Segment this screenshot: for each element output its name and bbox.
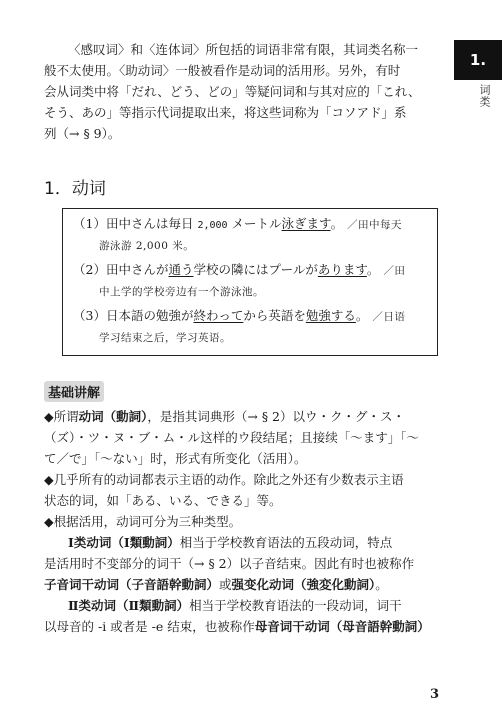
example-text: 。 [330, 216, 344, 231]
intro-line: 会从词类中将「だれ、どう、どの」等疑问词和与其对应的「これ、 [44, 84, 421, 99]
section-title: 1．动词 [44, 179, 106, 199]
basics-heading: 基础讲解 [44, 381, 104, 402]
example-text: 田中さんが [105, 262, 169, 277]
intro-paragraph [44, 39, 444, 144]
intro-line: そう、あの」等指示代词提取出来，将这些词称为「コソアド」系 [44, 105, 407, 120]
intro-line: 〈感叹词〉和〈连体词〉所包括的词语非常有限，其词类名称一 [68, 42, 419, 57]
basics-text: 或 [219, 577, 232, 592]
basics-text: ，是指其词典形（→ § 2）以ウ・ク・グ・ス・ [147, 409, 406, 424]
intro-line: 列（→ § 9）。 [44, 126, 121, 141]
example-text: 。 [366, 262, 380, 277]
example-translation: ／田 [383, 265, 406, 277]
basics-text: 是活用时不变部分的词干（→ § 2）以子音结束。因此有时也被称作 [44, 556, 415, 571]
example-verb: 通う [168, 262, 194, 277]
basics-text: ◆几乎所有的动词都表示主语的动作。除此之外还有少数表示主语 [44, 472, 404, 487]
example-text: 学校の隣にはプールが [193, 262, 318, 277]
page-number: 3 [430, 687, 440, 702]
basics-paragraph [44, 406, 444, 637]
chapter-tab-label: 词类 [478, 84, 491, 108]
example-translation: 学习结束之后，学习英语。 [99, 332, 231, 344]
example-3 [73, 306, 433, 348]
basics-text: ◆所谓 [44, 409, 79, 424]
example-label: （3） [73, 308, 106, 323]
term-verb: 动词（動詞） [78, 409, 148, 424]
example-1 [73, 214, 433, 256]
example-text: 日本語の勉強が [105, 308, 194, 323]
basics-text: （ズ）・ツ・ヌ・ブ・ム・ル这样的ウ段结尾；且接续「～ます」「～ [44, 430, 420, 445]
basics-text: 状态的词，如「ある、いる、できる」等。 [44, 493, 282, 508]
term-type1: Ⅰ类动词（Ⅰ類動詞） [68, 535, 180, 550]
example-translation: 中上学的学校旁边有一个游泳池。 [99, 286, 264, 298]
example-text: メートル [227, 216, 282, 231]
example-label: （1） [73, 216, 106, 231]
term-type2: Ⅱ类动词（Ⅱ類動詞） [68, 598, 190, 613]
basics-text: 。 [375, 577, 388, 592]
intro-line: 般不太使用。〈助动词〉一般被看作是动词的活用形。另外，有时 [44, 63, 401, 78]
example-number: 2,000 [197, 220, 228, 231]
basics-text: て／で」「～ない」时，形式有所变化（活用）。 [44, 451, 307, 466]
term-vowel-stem: 母音词干动词（母音語幹動詞） [254, 619, 430, 634]
basics-text: 以母音的 -i 或者是 -e 结束，也被称作 [44, 619, 255, 634]
example-verb: あります [317, 262, 367, 277]
example-text: 。 [355, 308, 369, 323]
example-label: （2） [73, 262, 106, 277]
example-verb: 終わって [193, 308, 244, 323]
chapter-tab-number: 1. [469, 51, 487, 69]
example-translation: ／日语 [372, 311, 406, 323]
example-2 [73, 260, 433, 302]
basics-text: 相当于学校教育语法的五段动词，特点 [179, 535, 393, 550]
example-box [62, 208, 438, 356]
example-verb: 泳ぎます [281, 216, 331, 231]
basics-text: ◆根据活用，动词可分为三种类型。 [44, 514, 242, 529]
example-verb: 勉強する [305, 308, 356, 323]
example-translation: ／田中每天 [347, 219, 403, 231]
example-translation: 游泳游 2,000 米。 [99, 240, 195, 252]
basics-text: 相当于学校教育语法的一段动词，词干 [189, 598, 402, 613]
term-strong-verb: 强变化动词（強変化動詞） [231, 577, 376, 592]
example-text: から英語を [243, 308, 306, 323]
term-consonant-stem: 子音词干动词（子音語幹動詞） [44, 577, 220, 592]
chapter-tab [454, 40, 502, 80]
example-text: 田中さんは毎日 [105, 216, 194, 231]
